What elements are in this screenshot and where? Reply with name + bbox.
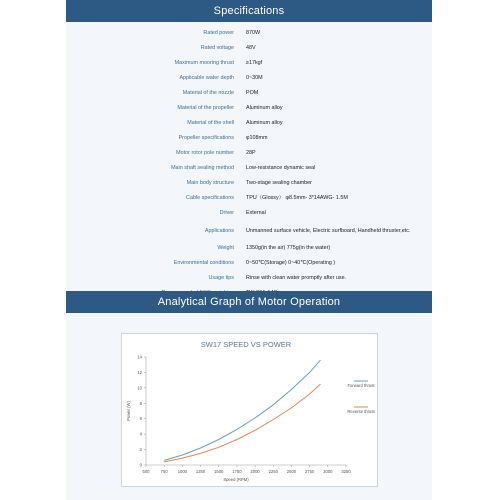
spec-label: Rated voltage bbox=[200, 45, 234, 52]
spec-value: 0~30M bbox=[246, 75, 263, 82]
spec-row bbox=[66, 56, 432, 71]
spec-value: 0~50℃(Storage) 0~40℃(Operating ) bbox=[246, 260, 336, 267]
series-line-forward-thrust bbox=[164, 360, 320, 460]
spec-value: Aluminum alloy bbox=[246, 120, 283, 127]
spec-label: Main shaft sealing method bbox=[171, 165, 234, 172]
x-tick-label: 1750 bbox=[232, 469, 242, 474]
spec-value: Low-resistance dynamic seal bbox=[246, 165, 316, 172]
graph-section-title: Analytical Graph of Motor Operation bbox=[157, 296, 341, 308]
spec-label: Motor rotor pole number bbox=[176, 150, 234, 157]
spec-label: Material of the nozzle bbox=[182, 90, 234, 97]
specifications-header bbox=[66, 0, 432, 22]
spec-label: Usage tips bbox=[208, 275, 234, 282]
x-axis-label: Speed (RPM) bbox=[223, 477, 249, 482]
speed-vs-power-chart bbox=[122, 334, 379, 488]
spec-row bbox=[66, 71, 432, 86]
spec-value: 48V bbox=[246, 45, 256, 52]
graph-section-header bbox=[66, 291, 432, 313]
spec-label: Material of the propeller bbox=[177, 105, 234, 112]
spec-value: 28P bbox=[246, 150, 256, 157]
y-tick-label: 14 bbox=[137, 354, 142, 360]
spec-value: Aluminum alloy bbox=[246, 105, 283, 112]
spec-label: Cable specifications bbox=[186, 195, 234, 202]
spec-label: Rated power bbox=[203, 29, 234, 36]
spec-value: 1350g(in the air) 775g(in the water) bbox=[246, 245, 331, 252]
y-tick-label: 10 bbox=[137, 385, 142, 391]
specifications-table bbox=[66, 25, 432, 301]
series-line-reverse-thrust bbox=[164, 384, 320, 462]
spec-value: External bbox=[246, 210, 266, 217]
chart-panel bbox=[121, 333, 378, 487]
spec-value: Two-stage sealing chamber bbox=[246, 180, 312, 187]
spec-row bbox=[66, 191, 432, 206]
spec-value: φ108mm bbox=[246, 135, 268, 142]
spec-value: TPU（Glossy） φ8.5mm- 3*14AWG- 1.5M bbox=[246, 195, 348, 202]
spec-value: Unmanned surface vehicle, Electric surfboard, Handheld thruster,etc. bbox=[246, 227, 411, 234]
x-tick-label: 500 bbox=[142, 469, 150, 474]
spec-row bbox=[66, 271, 432, 286]
y-axis-label: Power (W) bbox=[126, 401, 131, 421]
spec-label: Applications bbox=[204, 227, 234, 234]
spec-row bbox=[66, 131, 432, 146]
x-tick-label: 1500 bbox=[214, 469, 224, 474]
specifications-title: Specifications bbox=[213, 5, 285, 17]
legend-label: Forward thrust bbox=[347, 383, 375, 388]
spec-row bbox=[66, 146, 432, 161]
spec-row bbox=[66, 86, 432, 101]
spec-label: Propeller specifications bbox=[178, 135, 234, 142]
y-tick-label: 6 bbox=[139, 416, 142, 422]
spec-value: 870W bbox=[246, 29, 261, 36]
y-tick-label: 8 bbox=[139, 400, 142, 406]
y-tick-label: 12 bbox=[137, 369, 142, 375]
legend-label: Reverse thrust bbox=[347, 409, 375, 414]
y-tick-label: 2 bbox=[139, 447, 142, 453]
spec-label: Applicable water depth bbox=[179, 75, 234, 82]
spec-row bbox=[66, 25, 432, 41]
y-tick-label: 0 bbox=[139, 462, 142, 468]
spec-row bbox=[66, 221, 432, 241]
x-tick-label: 750 bbox=[160, 469, 168, 474]
x-tick-label: 3000 bbox=[323, 469, 333, 474]
spec-value: Rinse with clean water promptly after use. bbox=[246, 275, 347, 282]
spec-label: Driver bbox=[219, 210, 234, 217]
spec-row bbox=[66, 101, 432, 116]
spec-value: ≥17kgf bbox=[246, 60, 263, 67]
spec-label: Maximum mooring thrust bbox=[174, 60, 234, 67]
chart-title: SW17 SPEED VS POWER bbox=[200, 340, 292, 349]
x-tick-label: 2500 bbox=[286, 469, 297, 474]
x-tick-label: 3250 bbox=[341, 469, 351, 474]
spec-row bbox=[66, 241, 432, 256]
spec-row bbox=[66, 176, 432, 191]
x-tick-label: 1000 bbox=[177, 469, 188, 474]
spec-row bbox=[66, 256, 432, 271]
spec-row bbox=[66, 116, 432, 131]
spec-row bbox=[66, 206, 432, 221]
spec-label: Environmental conditions bbox=[173, 260, 234, 267]
x-tick-label: 2750 bbox=[304, 469, 315, 474]
x-tick-label: 2250 bbox=[268, 469, 278, 474]
spec-row bbox=[66, 41, 432, 56]
spec-row bbox=[66, 161, 432, 176]
x-tick-label: 1250 bbox=[195, 469, 206, 474]
spec-label: Main body structure bbox=[186, 180, 234, 187]
x-tick-label: 2000 bbox=[250, 469, 260, 474]
spec-label: Material of the shell bbox=[187, 120, 234, 127]
spec-label: Weight bbox=[217, 245, 234, 252]
y-tick-label: 4 bbox=[139, 431, 142, 437]
spec-value: POM bbox=[246, 90, 259, 97]
